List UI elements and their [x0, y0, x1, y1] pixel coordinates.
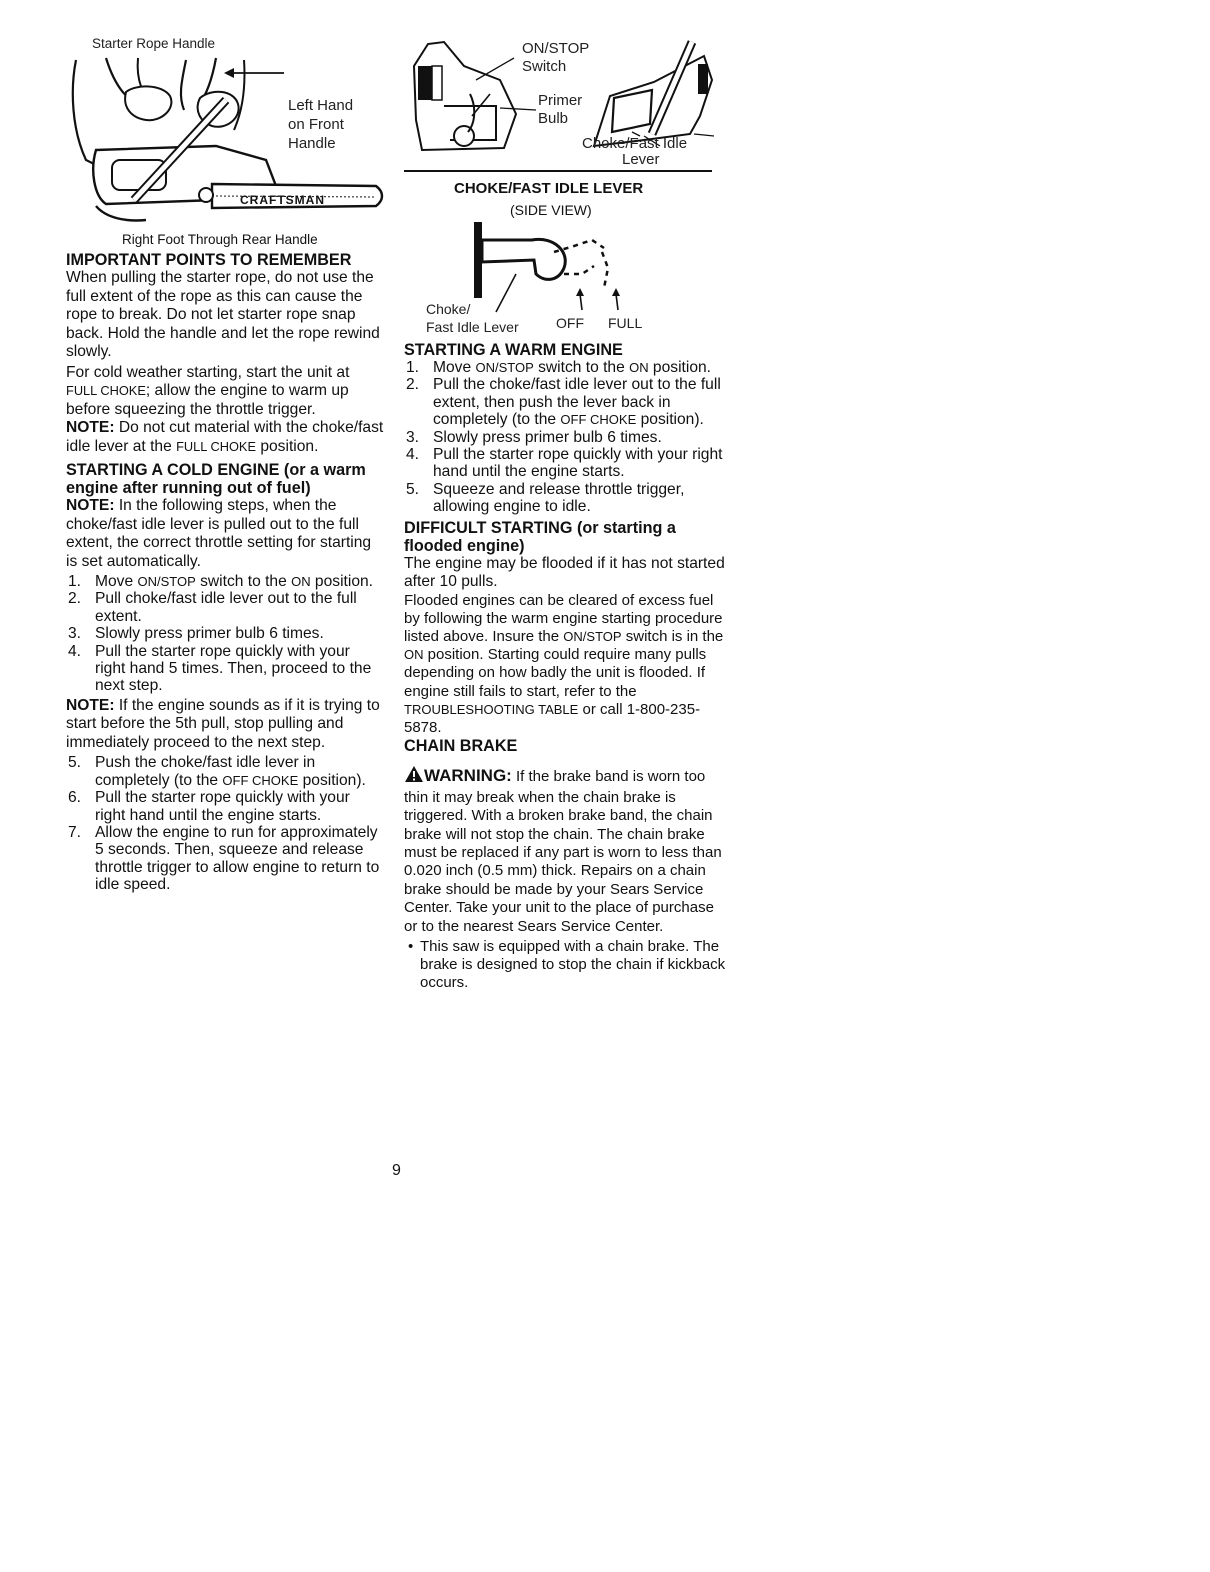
label-left-hand-3: Handle — [288, 135, 336, 152]
label-left-hand-1: Left Hand — [288, 97, 354, 114]
important-paragraph: When pulling the starter rope, do not use the full extent of the rope as this can cause the rope to break. Do not let starter rope snap back. Hold the handle and let the rope rewind slowly. — [66, 269, 380, 360]
page-number: 9 — [392, 1162, 401, 1179]
label-fast-idle-lever: Fast Idle Lever — [426, 319, 519, 335]
left-column — [66, 0, 384, 894]
label-choke-fast-idle: Choke/Fast Idle — [582, 135, 688, 152]
divider — [404, 170, 712, 172]
list-item: 5. Push the choke/fast idle lever in completely (to the OFF CHOKE position). — [68, 754, 366, 789]
choke-figure-subtitle: (SIDE VIEW) — [510, 202, 592, 218]
label-off: OFF — [556, 315, 584, 331]
controls-figure — [404, 36, 714, 168]
flooded-paragraph: Flooded engines can be cleared of excess fuel by following the warm engine starting procedure listed above. Insure the ON/STOP switch is in the ON position. Starting could require many pulls depending on how badly the unit is flooded. If engine still fails to start, refer to the TROUBLESHOOTING TABLE or call 1-800-235-5878. — [404, 591, 724, 737]
label-onstop: ON/STOP — [522, 40, 590, 57]
starting-position-illustration — [66, 0, 384, 230]
warm-engine-heading: STARTING A WARM ENGINE — [404, 341, 623, 359]
list-item: 1. Move ON/STOP switch to the ON position. — [406, 359, 712, 376]
cold-steps-list-b — [66, 754, 384, 893]
list-item: 4. Pull the starter rope quickly with your right hand 5 times. Then, proceed to the next step. — [68, 642, 372, 695]
choke-figure-title: CHOKE/FAST IDLE LEVER — [454, 180, 644, 197]
label-choke: Choke/ — [426, 301, 471, 317]
list-item: 2. Pull the choke/fast idle lever out to the full extent, then push the lever back in completely (to the OFF CHOKE position). — [406, 376, 721, 429]
brand-logo: CRAFTSMAN — [240, 193, 325, 207]
cold-engine-heading: STARTING A COLD ENGINE (or a warm engine after running out of fuel) — [66, 461, 366, 497]
list-item: 4. Pull the starter rope quickly with your right hand until the engine starts. — [406, 446, 723, 481]
list-item: 5. Squeeze and release throttle trigger, allowing engine to idle. — [406, 480, 685, 516]
warning-paragraph: WARNING: If the brake band is worn too thin it may break when the chain brake is triggered. With a broken brake band, the chain brake will not stop the chain. The chain brake must be replaced if any part is worn to less than 0.020 inch (0.5 mm) thick. Repairs on a chain brake should be made by your Sears Service Center. Take your unit to the place of purchase or to the nearest Sears Service Center. — [404, 766, 722, 935]
chain-brake-bullets — [404, 938, 726, 992]
note-early-start: NOTE: If the engine sounds as if it is trying to start before the 5th pull, stop pulling and immediately proceed to the next step. — [66, 696, 380, 751]
label-switch: Switch — [522, 58, 567, 75]
choke-lever-figure — [404, 178, 726, 338]
list-item: 7. Allow the engine to run for approximately 5 seconds. Then, squeeze and release throttle trigger to allow engine to return to idle speed. — [68, 823, 380, 894]
controls-illustration — [404, 36, 714, 168]
difficult-starting-heading: DIFFICULT STARTING (or starting a flooded engine) — [404, 518, 676, 555]
label-primer: Primer — [538, 92, 583, 109]
flooded-intro: The engine may be flooded if it has not started after 10 pulls. — [404, 554, 725, 591]
right-text-flow — [404, 341, 726, 992]
label-full: FULL — [608, 315, 643, 331]
cold-weather-paragraph: For cold weather starting, start the unit at FULL CHOKE; allow the engine to warm up before squeezing the throttle trigger. — [66, 363, 350, 418]
choke-lever-diagram — [404, 178, 726, 338]
warning-icon — [404, 765, 424, 788]
bullet-icon: • — [408, 937, 414, 955]
cold-steps-list-a — [66, 573, 384, 695]
list-item: • This saw is equipped with a chain brake. The brake is designed to stop the chain if kickback occurs. — [404, 938, 726, 992]
note-full-choke: NOTE: Do not cut material with the choke/fast idle lever at the FULL CHOKE position. — [66, 419, 384, 455]
label-lever: Lever — [622, 151, 660, 168]
label-bulb: Bulb — [538, 110, 569, 127]
list-item: 6. Pull the starter rope quickly with your right hand until the engine starts. — [68, 789, 350, 824]
warm-steps-list — [404, 359, 726, 516]
chain-brake-heading: CHAIN BRAKE — [404, 737, 518, 756]
label-left-hand-2: on Front — [288, 116, 344, 133]
label-starter-rope-handle: Starter Rope Handle — [92, 36, 216, 51]
important-heading: IMPORTANT POINTS TO REMEMBER — [66, 251, 352, 269]
list-item: 3. Slowly press primer bulb 6 times. — [68, 625, 324, 643]
starting-position-figure — [66, 0, 384, 230]
left-text-flow — [66, 251, 384, 894]
list-item: 1. Move ON/STOP switch to the ON position. — [68, 573, 374, 590]
figure-caption: Right Foot Through Rear Handle — [122, 232, 318, 247]
note-throttle-setting: NOTE: In the following steps, when the choke/fast idle lever is pulled out to the full extent, the correct throttle setting for starting is set automatically. — [66, 497, 372, 570]
list-item: 3. Slowly press primer bulb 6 times. — [406, 428, 662, 446]
list-item: 2. Pull choke/fast idle lever out to the full extent. — [68, 590, 357, 625]
